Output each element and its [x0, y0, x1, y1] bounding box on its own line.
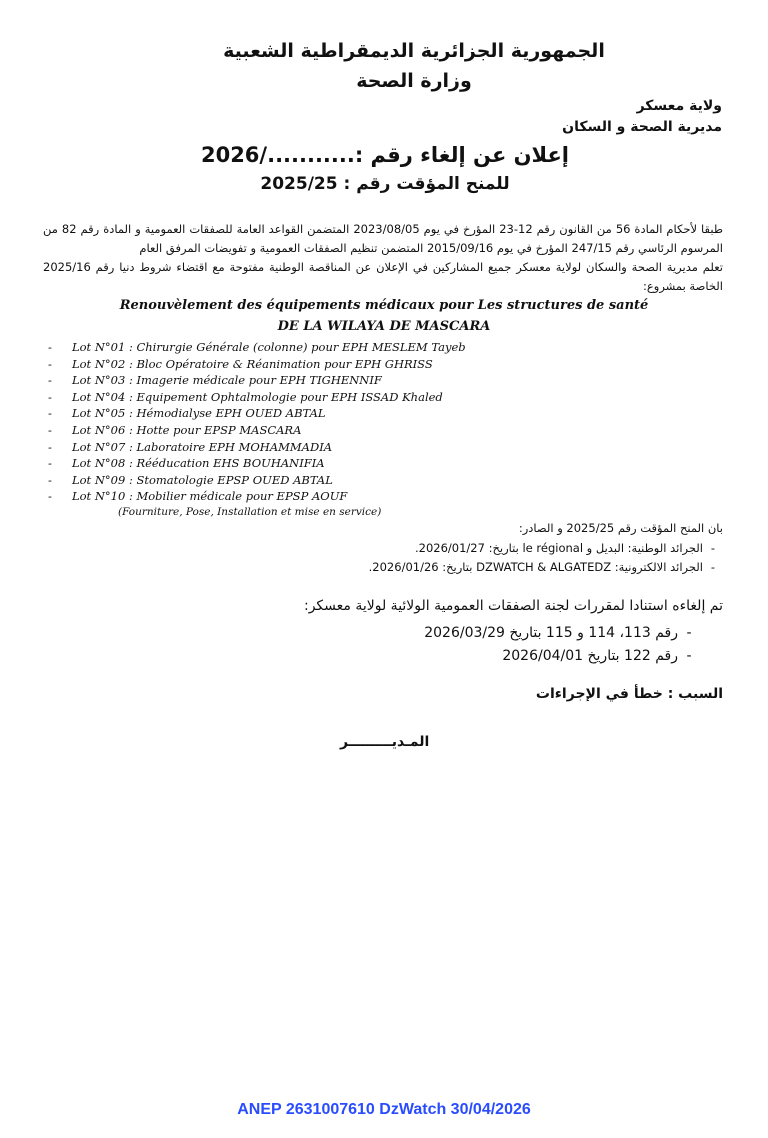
list-item: - Lot N°06 : Hotte pour EPSP MASCARA	[48, 422, 302, 437]
notification-paragraph: تعلم مديرية الصحة والسكان لولاية معسكر جميع المشاركين في الإعلان عن المناقصة الوطنية مفتوحة مع اقتضاء شروط دنيا رقم 2025/16 الخاصة بمشروع:	[43, 260, 723, 293]
project-subject-line1: Renouvèlement des équipements médicaux pour Les structures de santé	[119, 298, 649, 313]
legal-basis-paragraph: طبقا لأحكام المادة 56 من القانون رقم 12-23 المؤرخ في يوم 2023/08/05 المتضمن القواعد العامة للصفقات العمومية و المادة رقم 82 من المرسوم الرئاسي رقم 247/15 المؤرخ في يوم 2015/09/16 المتضمن تنظيم الصفقات العمومية و تفويضات المرفق العام	[43, 222, 723, 255]
lot-text: Lot N°02 : Bloc Opératoire & Réanimation pour EPH GHRISS	[72, 356, 433, 371]
list-item: - Lot N°07 : Laboratoire EPH MOHAMMADIA	[48, 439, 333, 454]
list-item: - Lot N°02 : Bloc Opératoire & Réanimation pour EPH GHRISS	[48, 356, 433, 371]
footer-reference: ANEP 2631007610 DzWatch 30/04/2026	[237, 1101, 531, 1118]
publications-list	[369, 539, 723, 577]
lot-text: Lot N°10 : Mobilier médicale pour EPSP AOUF	[72, 489, 348, 504]
lot-text: Lot N°04 : Equipement Ophtalmologie pour EPH ISSAD Khaled	[72, 389, 443, 404]
list-item: - Lot N°03 : Imagerie médicale pour EPH TIGHENNIF	[48, 373, 382, 388]
list-item: - رقم 113، 114 و 115 بتاريخ 2026/03/29	[424, 622, 700, 645]
wilaya-label: ولاية معسكر	[636, 98, 722, 114]
publication-text: الجرائد الالكترونية: DZWATCH & ALGATEDZ بتاريخ: 2026/01/26.	[368, 560, 703, 574]
list-item: - Lot N°05 : Hémodialyse EPH OUED ABTAL	[48, 406, 326, 421]
ministry-heading: وزارة الصحة	[356, 70, 472, 92]
lot-text: Lot N°07 : Laboratoire EPH MOHAMMADIA	[72, 439, 333, 454]
cancellations-list	[424, 622, 700, 668]
announcement-subtitle: للمنح المؤقت رقم : 2025/25	[260, 174, 510, 194]
lot-text: Lot N°06 : Hotte pour EPSP MASCARA	[72, 422, 302, 437]
list-item: - الجرائد الوطنية: البديل و le régional بتاريخ: 2026/01/27.	[369, 539, 723, 558]
list-item: - Lot N°08 : Rééducation EHS BOUHANIFIA	[48, 456, 325, 471]
list-item: - الجرائد الالكترونية: DZWATCH & ALGATEDZ بتاريخ: 2026/01/26.	[369, 558, 723, 577]
cancellation-text: رقم 113، 114 و 115 بتاريخ 2026/03/29	[424, 625, 678, 641]
cancellation-text: رقم 122 بتاريخ 2026/04/01	[502, 648, 678, 664]
republic-heading: الجمهورية الجزائرية الديمقراطية الشعبية	[223, 40, 605, 62]
direction-label: مديرية الصحة و السكان	[562, 119, 722, 135]
list-item: - Lot N°10 : Mobilier médicale pour EPSP AOUF	[48, 489, 348, 504]
list-item: - Lot N°09 : Stomatologie EPSP OUED ABTAL	[48, 472, 333, 487]
supply-note: (Fourniture, Pose, Installation et mise en service)	[118, 506, 382, 518]
publication-intro: بان المنح المؤقت رقم 2025/25 و الصادر:	[518, 521, 723, 535]
lot-text: Lot N°09 : Stomatologie EPSP OUED ABTAL	[72, 472, 333, 487]
lot-text: Lot N°03 : Imagerie médicale pour EPH TIGHENNIF	[72, 373, 382, 388]
list-item: - رقم 122 بتاريخ 2026/04/01	[424, 645, 700, 668]
project-subject-line2: DE LA WILAYA DE MASCARA	[277, 319, 491, 334]
announcement-title: إعلان عن إلغاء رقم :.........../2026	[200, 143, 570, 167]
publication-text: الجرائد الوطنية: البديل و le régional بتاريخ: 2026/01/27.	[414, 541, 703, 555]
lot-text: Lot N°08 : Rééducation EHS BOUHANIFIA	[72, 456, 325, 471]
lot-text: Lot N°05 : Hémodialyse EPH OUED ABTAL	[72, 406, 326, 421]
list-item: - Lot N°04 : Equipement Ophtalmologie pour EPH ISSAD Khaled	[48, 389, 443, 404]
lot-text: Lot N°01 : Chirurgie Générale (colonne) pour EPH MESLEM Tayeb	[72, 340, 466, 354]
cancellation-intro: تم إلغاءه استنادا لمقررات لجنة الصفقات العمومية الولائية لولاية معسكر:	[303, 598, 723, 614]
reason-line: السبب : خطأ في الإجراءات	[535, 686, 723, 702]
lots-list	[48, 339, 466, 505]
list-item: - Lot N°01 : Chirurgie Générale (colonne) pour EPH MESLEM Tayeb	[48, 340, 466, 354]
director-signature: المـديـــــــــر	[340, 734, 430, 750]
